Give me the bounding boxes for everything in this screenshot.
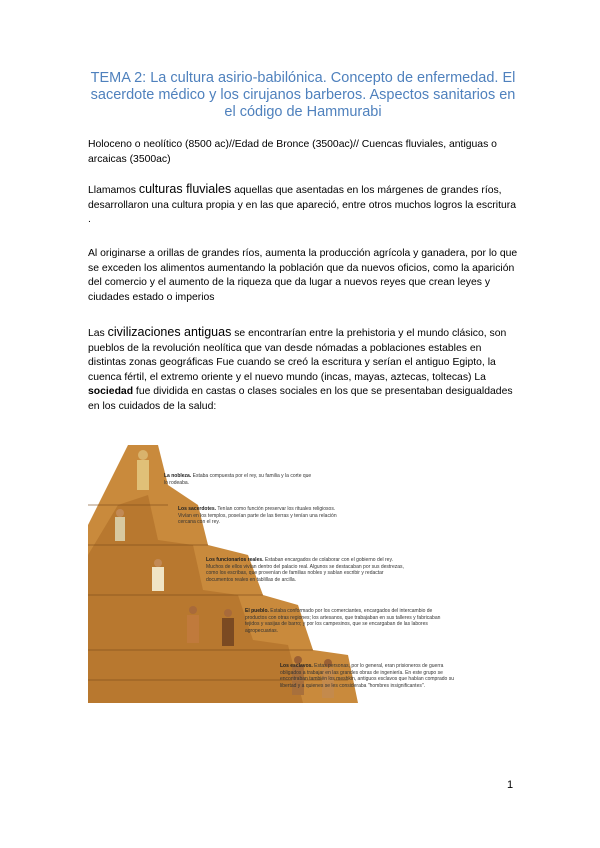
term-culturas-fluviales: culturas fluviales bbox=[138, 182, 232, 196]
text-segment: se encontrarían entre la prehistoria y el mundo clásico, son pueblos de la revolución neolítica que van desde nómadas a poblaciones estables en distintas zonas geográficas Fue cuando se creó la escritura y serían el antiguo Egipto, la cuenca fértil, el extremo oriente y el nuevo mundo (incas, mayas, aztecas, toltecas) La bbox=[88, 328, 507, 383]
annotation-head: La nobleza. bbox=[164, 473, 192, 479]
term-sociedad: sociedad bbox=[88, 386, 134, 398]
annotation-esclavos bbox=[280, 663, 460, 689]
annotation-text: Estaba conformado por los comerciantes, encargados del intercambio de productos con otras regiones; los artesanos, que trabajaban en sus talleres y fabricaban tejidos y vasijas de barro; y por los campesinos, que se encargaban de las labores agropecuarias. bbox=[245, 608, 441, 634]
annotation-head: Los esclavos. bbox=[280, 663, 313, 669]
paragraph-origen: Al originarse a orillas de grandes ríos, aumenta la producción agrícola y ganadera, por lo que se exceden los alimentos aumentando la población que da nuevos oficios, como la aparición del comercio y el aumento de la riqueza que da lugar a nuevos reyes que crean leyes y ciudades estado o imperios bbox=[88, 248, 518, 303]
annotation-sacerdotes bbox=[178, 506, 338, 526]
term-civilizaciones-antiguas: civilizaciones antiguas bbox=[107, 325, 232, 339]
annotation-nobleza bbox=[164, 473, 314, 486]
text-segment: Las bbox=[88, 328, 108, 339]
annotation-funcionarios bbox=[206, 557, 406, 583]
annotation-text: Tenían como función preservar los rituales religiosos. Vivían en los templos, poseían parte de las tierras y tenían una relación cercana con el rey. bbox=[178, 506, 337, 526]
annotation-head: El pueblo. bbox=[245, 608, 269, 614]
annotation-text: Estaba compuesta por el rey, su familia y la corte que lo rodeaba. bbox=[164, 473, 312, 486]
page-number: 1 bbox=[507, 779, 514, 791]
paragraph-civilizaciones bbox=[88, 325, 518, 415]
text-segment: fue dividida en castas o clases sociales en los que se presentaban desigualdades en los cuidados de la salud: bbox=[88, 386, 513, 412]
paragraph-culturas-fluviales bbox=[88, 182, 518, 228]
annotation-text: Estaban encargados de colaborar con el gobierno del rey. Muchos de ellos vivían dentro del palacio real. Algunos se destacaban por sus destrezas, como los escribas, que provenían de familias nobles y sabían escribir y redactar documentos reales en tablillas de arcilla. bbox=[206, 557, 404, 583]
paragraph-periods: Holoceno o neolítico (8500 ac)//Edad de Bronce (3500ac)// Cuencas fluviales, antiguas o arcaicas (3500ac) bbox=[88, 139, 497, 165]
annotation-head: Los funcionarios reales. bbox=[206, 557, 264, 563]
annotation-text: Estas personas, por lo general, eran prisioneros de guerra obligados a trabajar en las grandes obras de ingeniería. En este grupo se encontraban también los meshkin, antiguos esclavos que habían comprado su libertad y a quienes se les consideraba "hombres insignificantes". bbox=[280, 663, 454, 689]
text-segment: Llamamos bbox=[88, 185, 139, 196]
text-segment: aquellas que asentadas en los márgenes de grandes ríos, desarrollaron una cultura propia y en las que apareció, entre otros muchos logros la escritura . bbox=[88, 185, 516, 226]
social-pyramid-figure bbox=[88, 445, 466, 703]
annotation-pueblo bbox=[245, 608, 445, 634]
page-title: TEMA 2: La cultura asirio-babilónica. Concepto de enfermedad. El sacerdote médico y los cirujanos barberos. Aspectos sanitarios en el código de Hammurabi bbox=[90, 70, 516, 120]
annotation-head: Los sacerdotes. bbox=[178, 506, 217, 512]
